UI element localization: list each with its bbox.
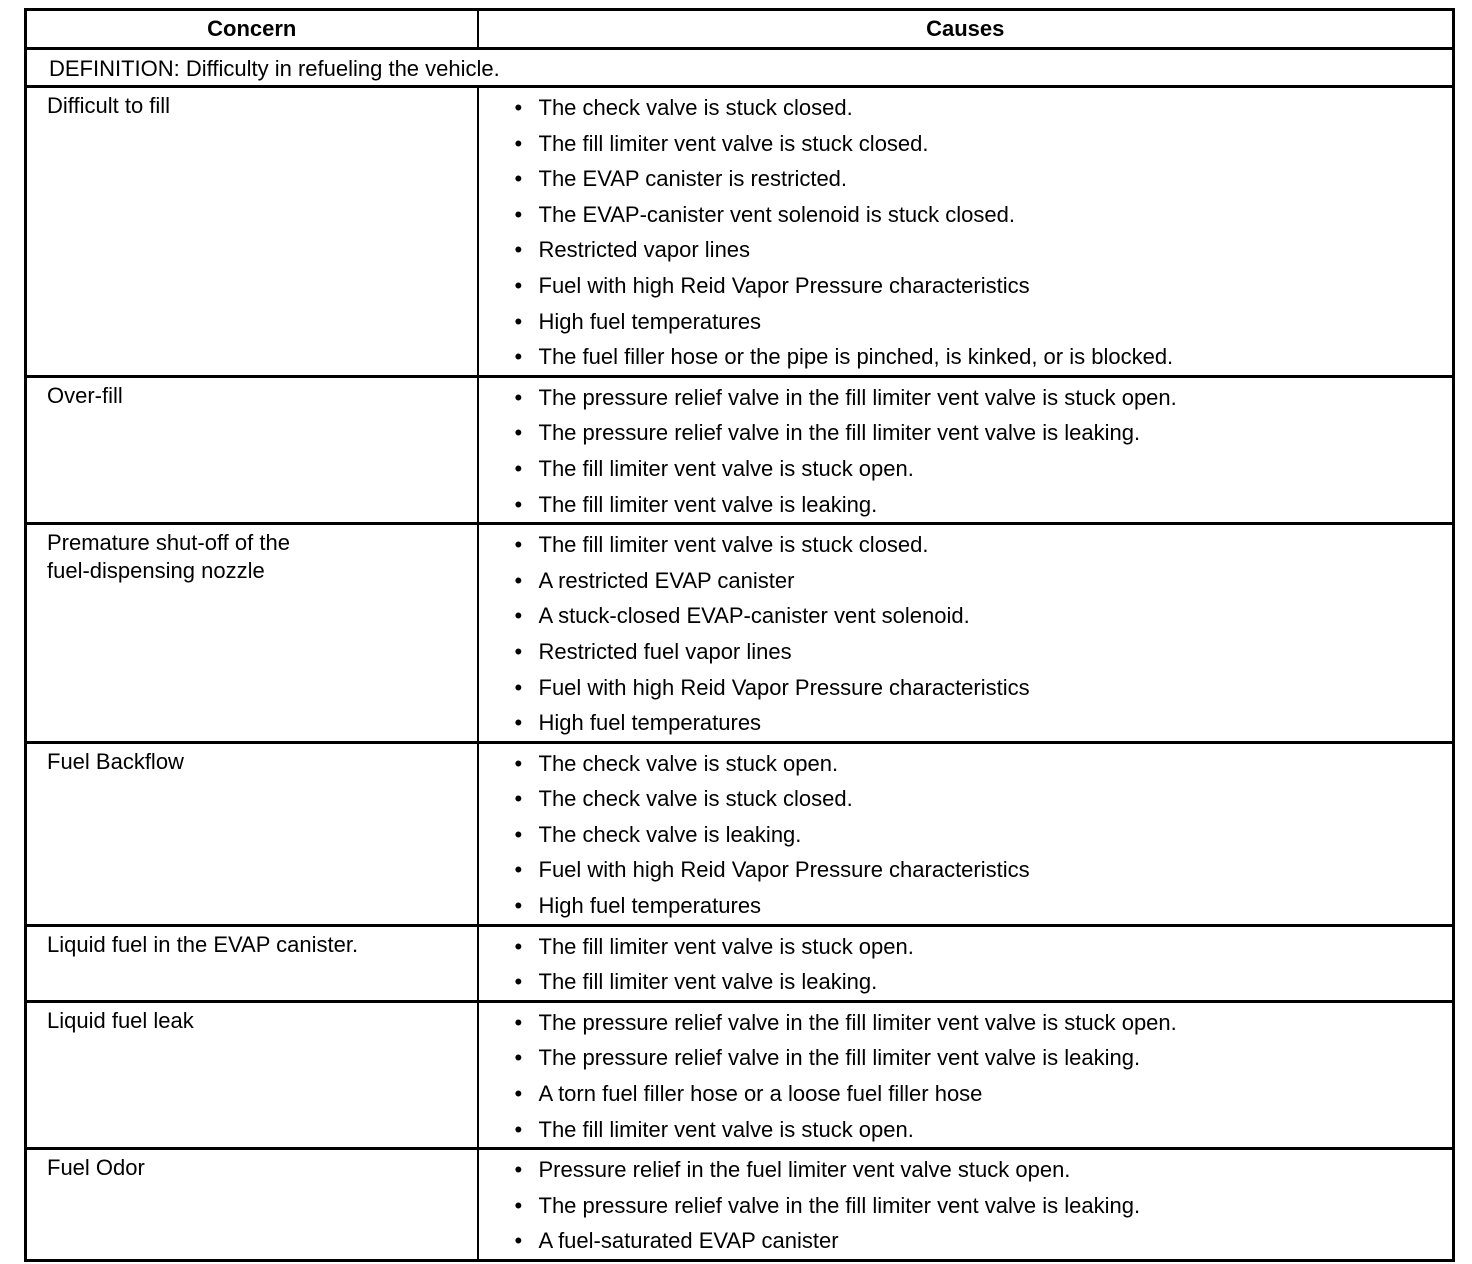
cause-text: The pressure relief valve in the fill limiter vent valve is leaking. [538, 1192, 1141, 1218]
cause-list [509, 1152, 1445, 1259]
bullet-icon: • [514, 786, 523, 812]
cause-text: The pressure relief valve in the fill limiter vent valve is stuck open. [538, 384, 1177, 410]
cause-text: Fuel with high Reid Vapor Pressure characteristics [538, 674, 1030, 700]
cause-text: The fuel filler hose or the pipe is pinched, is kinked, or is blocked. [538, 344, 1174, 370]
cause-text: Fuel with high Reid Vapor Pressure characteristics [538, 857, 1030, 883]
cause-item [509, 1223, 1445, 1259]
bullet-icon: • [514, 532, 523, 558]
cause-text: The fill limiter vent valve is stuck open. [538, 455, 914, 481]
cause-text: The fill limiter vent valve is stuck closed. [538, 130, 929, 156]
cause-text: The fill limiter vent valve is leaking. [538, 969, 878, 995]
cause-item [509, 1188, 1445, 1224]
cause-item [509, 451, 1445, 487]
cause-item [509, 268, 1445, 304]
concern-row [26, 524, 1454, 743]
definition-text: DEFINITION: Difficulty in refueling the vehicle. [26, 49, 1454, 87]
cause-text: The fill limiter vent valve is leaking. [538, 491, 878, 517]
cause-list [509, 929, 1445, 1000]
cause-text: A restricted EVAP canister [538, 567, 795, 593]
cause-text: A torn fuel filler hose or a loose fuel filler hose [538, 1081, 983, 1107]
concern-label: Fuel Backflow [47, 748, 184, 774]
cause-text: Pressure relief in the fuel limiter vent valve stuck open. [538, 1157, 1071, 1183]
cause-item [509, 964, 1445, 1000]
cause-item [509, 380, 1445, 416]
bullet-icon: • [514, 1045, 523, 1071]
cause-item [509, 126, 1445, 162]
cause-text: Fuel with high Reid Vapor Pressure characteristics [538, 272, 1030, 298]
bullet-icon: • [514, 1009, 523, 1035]
cause-list [509, 746, 1445, 924]
cause-item [509, 197, 1445, 233]
concern-row [26, 1149, 1454, 1261]
cause-text: A stuck-closed EVAP-canister vent solenoid. [538, 603, 970, 629]
concern-row [26, 376, 1454, 523]
concern-label: Liquid fuel leak [47, 1007, 194, 1033]
cause-text: The check valve is stuck closed. [538, 786, 853, 812]
cause-text: The fill limiter vent valve is stuck open. [538, 933, 914, 959]
bullet-icon: • [514, 166, 523, 192]
cause-item [509, 415, 1445, 451]
concern-label: Liquid fuel in the EVAP canister. [47, 931, 359, 957]
bullet-icon: • [514, 201, 523, 227]
bullet-icon: • [514, 1116, 523, 1142]
bullet-icon: • [514, 710, 523, 736]
cause-item [509, 781, 1445, 817]
cause-item [509, 888, 1445, 924]
cause-item [509, 1076, 1445, 1112]
cause-item [509, 634, 1445, 670]
bullet-icon: • [514, 857, 523, 883]
bullet-icon: • [514, 308, 523, 334]
concern-header: Concern [26, 10, 478, 49]
bullet-icon: • [514, 821, 523, 847]
bullet-icon: • [514, 893, 523, 919]
bullet-icon: • [514, 384, 523, 410]
cause-text: Restricted fuel vapor lines [538, 638, 792, 664]
cause-text: Restricted vapor lines [538, 237, 751, 263]
cause-text: High fuel temperatures [538, 308, 762, 334]
concern-row [26, 742, 1454, 925]
cause-item [509, 705, 1445, 741]
cause-list [509, 1005, 1445, 1147]
cause-text: High fuel temperatures [538, 893, 762, 919]
cause-item [509, 746, 1445, 782]
cause-text: A fuel-saturated EVAP canister [538, 1228, 839, 1254]
cause-item [509, 1040, 1445, 1076]
concern-label: Over-fill [47, 382, 123, 408]
cause-text: The check valve is stuck open. [538, 750, 839, 776]
concern-label: Fuel Odor [47, 1155, 145, 1181]
concern-row [26, 925, 1454, 1001]
cause-item [509, 161, 1445, 197]
cause-item [509, 527, 1445, 563]
cause-text: The pressure relief valve in the fill limiter vent valve is stuck open. [538, 1009, 1177, 1035]
bullet-icon: • [514, 455, 523, 481]
concern-row [26, 1001, 1454, 1148]
bullet-icon: • [514, 674, 523, 700]
cause-item [509, 670, 1445, 706]
bullet-icon: • [514, 969, 523, 995]
bullet-icon: • [514, 750, 523, 776]
header-row [26, 10, 1454, 49]
cause-item [509, 339, 1445, 375]
bullet-icon: • [514, 1081, 523, 1107]
bullet-icon: • [514, 1157, 523, 1183]
table-body [26, 49, 1454, 1261]
bullet-icon: • [514, 1192, 523, 1218]
bullet-icon: • [514, 344, 523, 370]
definition-row [26, 49, 1454, 87]
bullet-icon: • [514, 603, 523, 629]
cause-item [509, 1005, 1445, 1041]
cause-text: The EVAP-canister vent solenoid is stuck closed. [538, 201, 1015, 227]
cause-text: The check valve is stuck closed. [538, 95, 853, 120]
bullet-icon: • [514, 567, 523, 593]
concern-label: Difficult to fill [47, 93, 171, 118]
bullet-icon: • [514, 272, 523, 298]
bullet-icon: • [514, 638, 523, 664]
cause-list [509, 90, 1445, 375]
cause-item [509, 852, 1445, 888]
cause-item [509, 563, 1445, 599]
cause-item [509, 1112, 1445, 1148]
cause-list [509, 527, 1445, 741]
cause-item [509, 90, 1445, 126]
bullet-icon: • [514, 95, 523, 120]
cause-item [509, 487, 1445, 523]
bullet-icon: • [514, 130, 523, 156]
cause-text: The fill limiter vent valve is stuck open. [538, 1116, 914, 1142]
cause-item [509, 232, 1445, 268]
cause-item [509, 304, 1445, 340]
concern-row [26, 87, 1454, 377]
cause-item [509, 929, 1445, 965]
cause-text: The pressure relief valve in the fill limiter vent valve is leaking. [538, 1045, 1141, 1071]
bullet-icon: • [514, 420, 523, 446]
bullet-icon: • [514, 1228, 523, 1254]
cause-text: The EVAP canister is restricted. [538, 166, 848, 192]
cause-text: The fill limiter vent valve is stuck closed. [538, 532, 929, 558]
cause-text: The check valve is leaking. [538, 821, 802, 847]
bullet-icon: • [514, 237, 523, 263]
cause-item [509, 1152, 1445, 1188]
cause-text: The pressure relief valve in the fill limiter vent valve is leaking. [538, 420, 1141, 446]
bullet-icon: • [514, 933, 523, 959]
cause-item [509, 598, 1445, 634]
cause-item [509, 817, 1445, 853]
bullet-icon: • [514, 491, 523, 517]
diagnostic-table [24, 8, 1455, 1262]
causes-header: Causes [478, 10, 1454, 49]
cause-list [509, 380, 1445, 522]
concern-label: Premature shut-off of the fuel-dispensing nozzle [47, 530, 290, 584]
cause-text: High fuel temperatures [538, 710, 762, 736]
